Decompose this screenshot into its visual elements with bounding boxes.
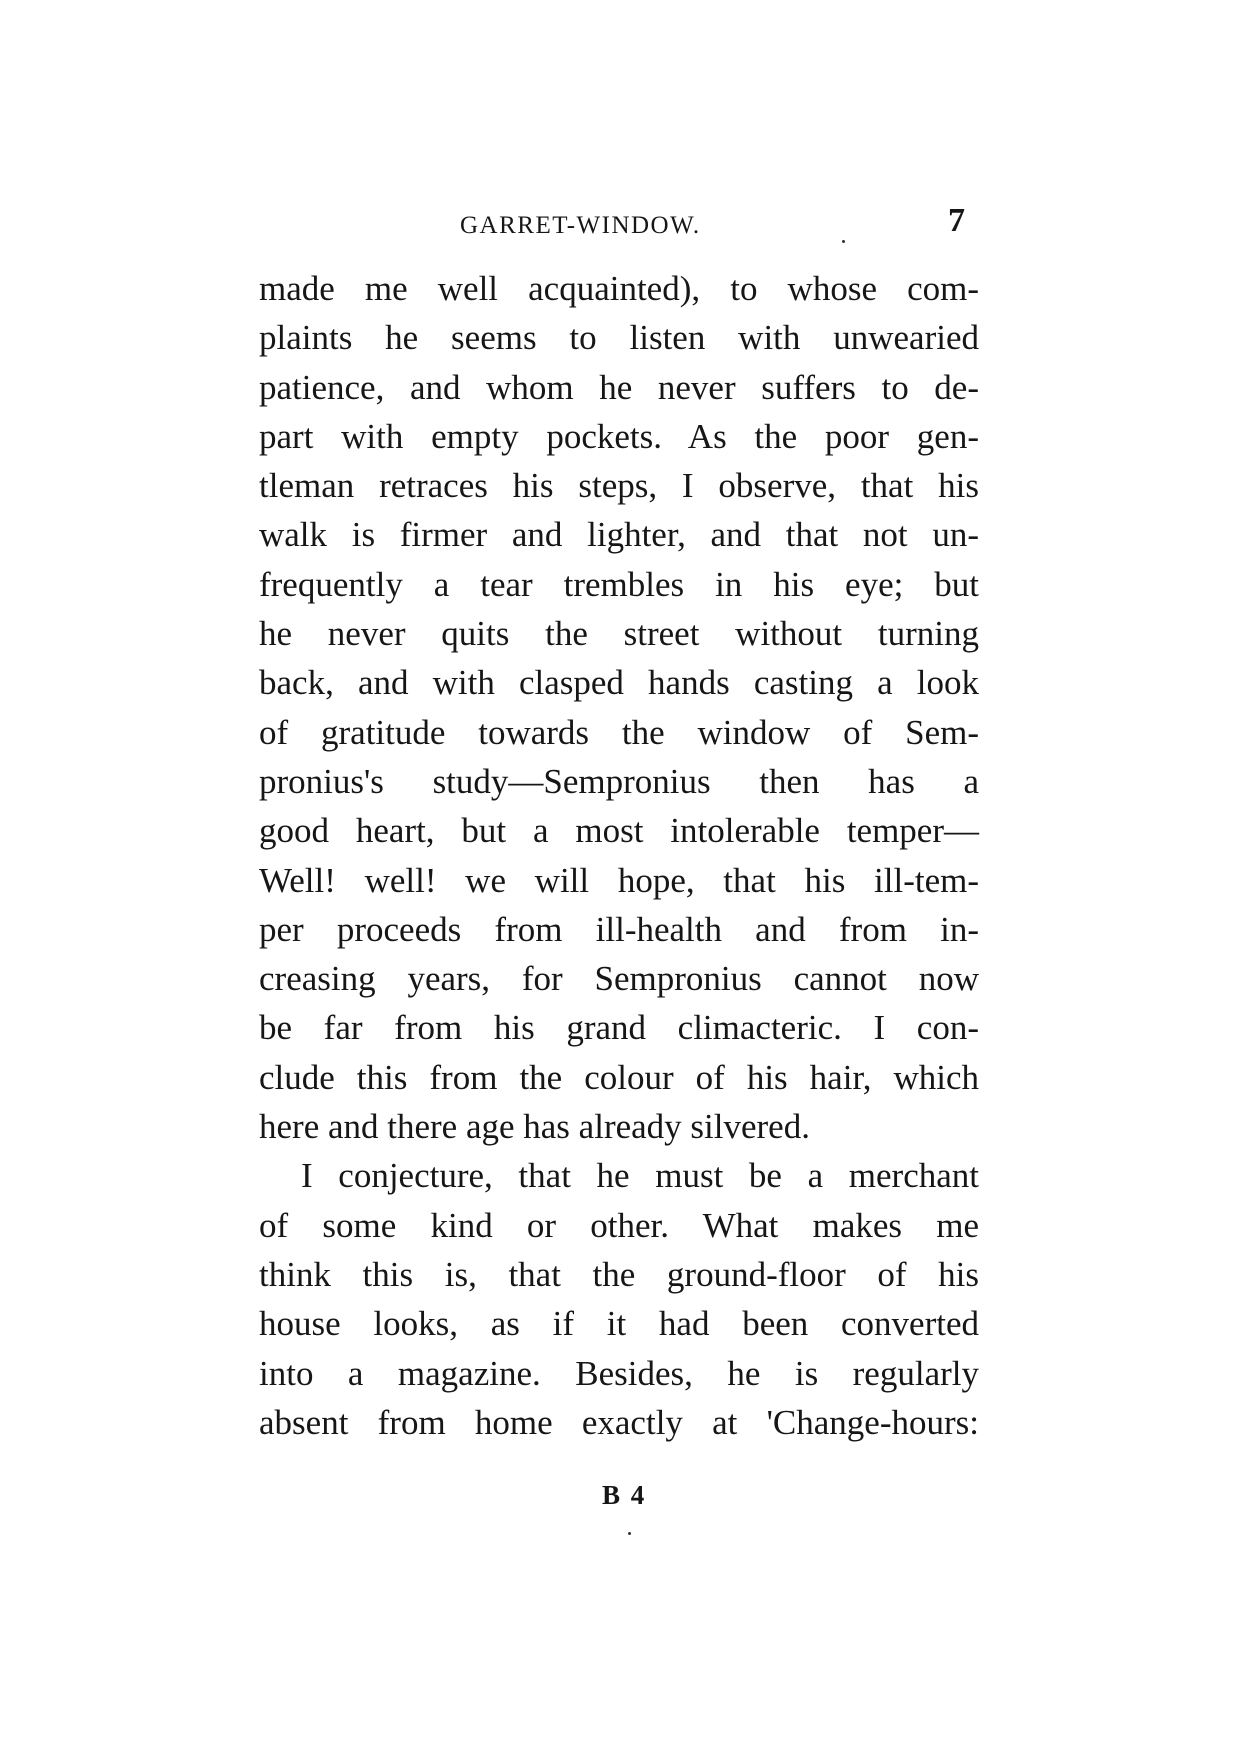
text-line: be far from his grand climacteric. I con-	[259, 1008, 979, 1048]
text-line: creasing years, for Sempronius cannot now	[259, 959, 979, 999]
text-line: he never quits the street without turning	[259, 614, 979, 654]
body-text	[259, 264, 979, 1447]
text-line: plaints he seems to listen with unwearied	[259, 318, 979, 358]
text-line: into a magazine. Besides, he is regularly	[259, 1353, 979, 1393]
text-line: made me well acquainted), to whose com-	[259, 269, 979, 308]
text-line: per proceeds from ill-health and from in-	[259, 909, 979, 949]
text-line: of some kind or other. What makes me	[259, 1205, 979, 1245]
running-head: GARRET-WINDOW.	[460, 212, 701, 239]
text-line: tleman retraces his steps, I observe, that his	[259, 466, 979, 506]
paragraph-end-line: here and there age has already silvered.	[259, 1107, 810, 1147]
text-line: house looks, as if it had been converted	[259, 1304, 979, 1344]
paragraph-start-line: I conjecture, that he must be a merchant	[301, 1156, 979, 1196]
stray-mark	[628, 1532, 631, 1535]
text-line: of gratitude towards the window of Sem-	[259, 712, 979, 752]
text-line: Well! well! we will hope, that his ill-tem-	[259, 860, 979, 900]
text-line: part with empty pockets. As the poor gen-	[259, 416, 979, 456]
text-line: frequently a tear trembles in his eye; but	[259, 564, 979, 604]
text-line: absent from home exactly at 'Change-hours:	[259, 1402, 979, 1442]
page-number: 7	[948, 202, 965, 239]
text-line: good heart, but a most intolerable temper—	[259, 811, 979, 851]
text-line: think this is, that the ground-floor of his	[259, 1254, 979, 1294]
stray-mark	[842, 240, 845, 243]
signature-mark: B 4	[602, 1480, 647, 1510]
text-line: walk is firmer and lighter, and that not un-	[259, 515, 979, 555]
text-line: patience, and whom he never suffers to de-	[259, 367, 979, 407]
text-line: back, and with clasped hands casting a look	[259, 663, 979, 703]
text-line: clude this from the colour of his hair, which	[259, 1057, 979, 1097]
text-line: pronius's study—Sempronius then has a	[259, 761, 979, 801]
